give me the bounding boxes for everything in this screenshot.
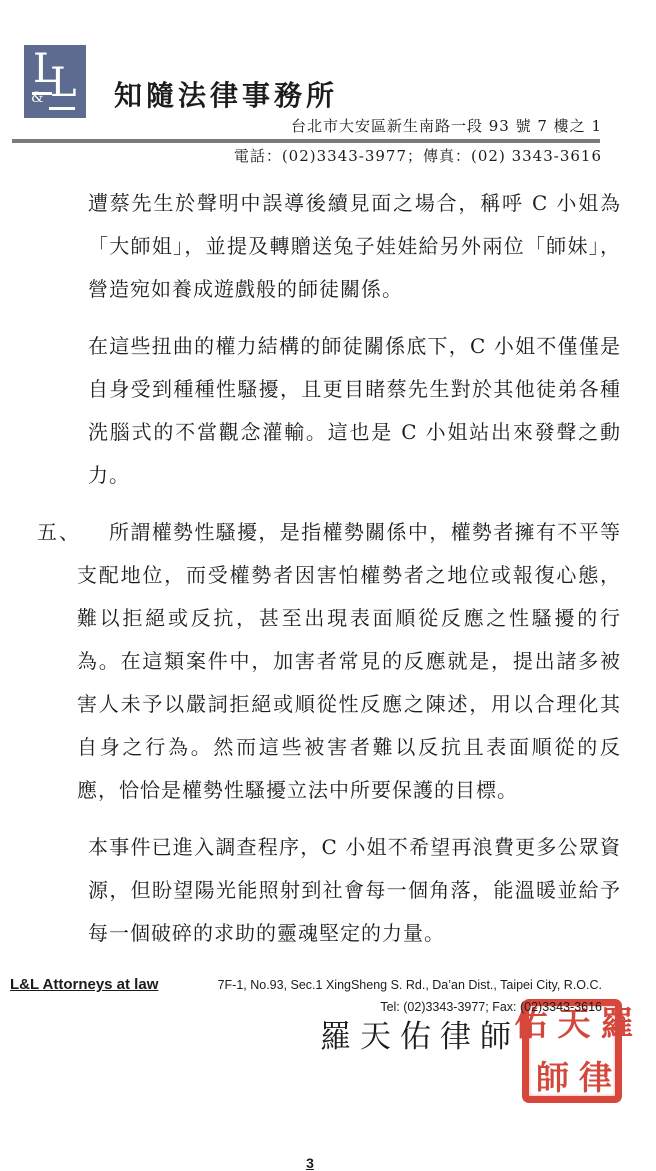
logo-underline-2 xyxy=(49,107,75,110)
paragraph-2: 在這些扭曲的權力結構的師徒關係底下，C 小姐不僅僅是自身受到種種性騷擾，且更目睹蔡先生對於其他徒弟各種洗腦式的不當觀念灌輸。這也是 C 小姐站出來發聲之動力。 xyxy=(88,334,621,487)
logo-letter-l1: L xyxy=(33,46,60,92)
firm-logo xyxy=(24,45,86,118)
seal-left-column: 律師 xyxy=(531,1060,613,1095)
footer-contact-block xyxy=(218,974,602,1018)
seal-right-column: 羅天佑 xyxy=(509,1006,635,1041)
footer-address-en: 7F-1, No.93, Sec.1 XingSheng S. Rd., Da’an Dist., Taipei City, R.O.C. xyxy=(217,978,602,992)
section-5-marker: 五、 xyxy=(37,520,81,544)
header-divider xyxy=(12,139,600,143)
footer-telfax-en: Tel: (02)3343-3977; Fax: (02)3343-3616 xyxy=(380,1000,602,1014)
page-number: 3 xyxy=(306,1155,314,1171)
header-address: 台北市大安區新生南路一段 93 號 7 樓之 1 xyxy=(290,117,602,135)
footer-firm-name-en: L&L Attorneys at law xyxy=(10,976,159,993)
section-5-text: 所謂權勢性騷擾，是指權勢關係中，權勢者擁有不平等支配地位，而受權勢者因害怕權勢者之地位或報復心態，難以拒絕或反抗，甚至出現表面順從反應之性騷擾的行為。在這類案件中，加害者常見的反應就是，提出諸多被害人未予以嚴詞拒絕或順從性反應之陳述，用以合理化其自身之行為。然而這些被害者難以反抗且表面順從的反應，恰恰是權勢性騷擾立法中所要保護的目標。 xyxy=(77,520,621,802)
letterhead-row xyxy=(0,0,656,118)
section-5 xyxy=(37,511,621,812)
logo-ampersand: & xyxy=(31,90,44,106)
paragraph-4: 本事件已進入調查程序，C 小姐不希望再浪費更多公眾資源，但盼望陽光能照射到社會每一個角落，能溫暖並給予每一個破碎的求助的靈魂堅定的力量。 xyxy=(88,835,621,945)
footer xyxy=(10,974,602,1018)
letterhead xyxy=(0,0,656,168)
paragraph-1: 遭蔡先生於聲明中誤導後續見面之場合，稱呼 C 小姐為「大師姐」，並提及轉贈送兔子娃娃給另外兩位「師妹」，營造宛如養成遊戲般的師徒關係。 xyxy=(88,191,621,301)
logo-letter-l2: L xyxy=(50,60,77,106)
header-phone-fax: 電話：(02)3343-3977；傳真：(02) 3343-3616 xyxy=(233,147,602,165)
firm-name: 知隨法律事務所 xyxy=(114,79,339,112)
lawyer-signature: 羅天佑律師 xyxy=(320,1019,520,1055)
